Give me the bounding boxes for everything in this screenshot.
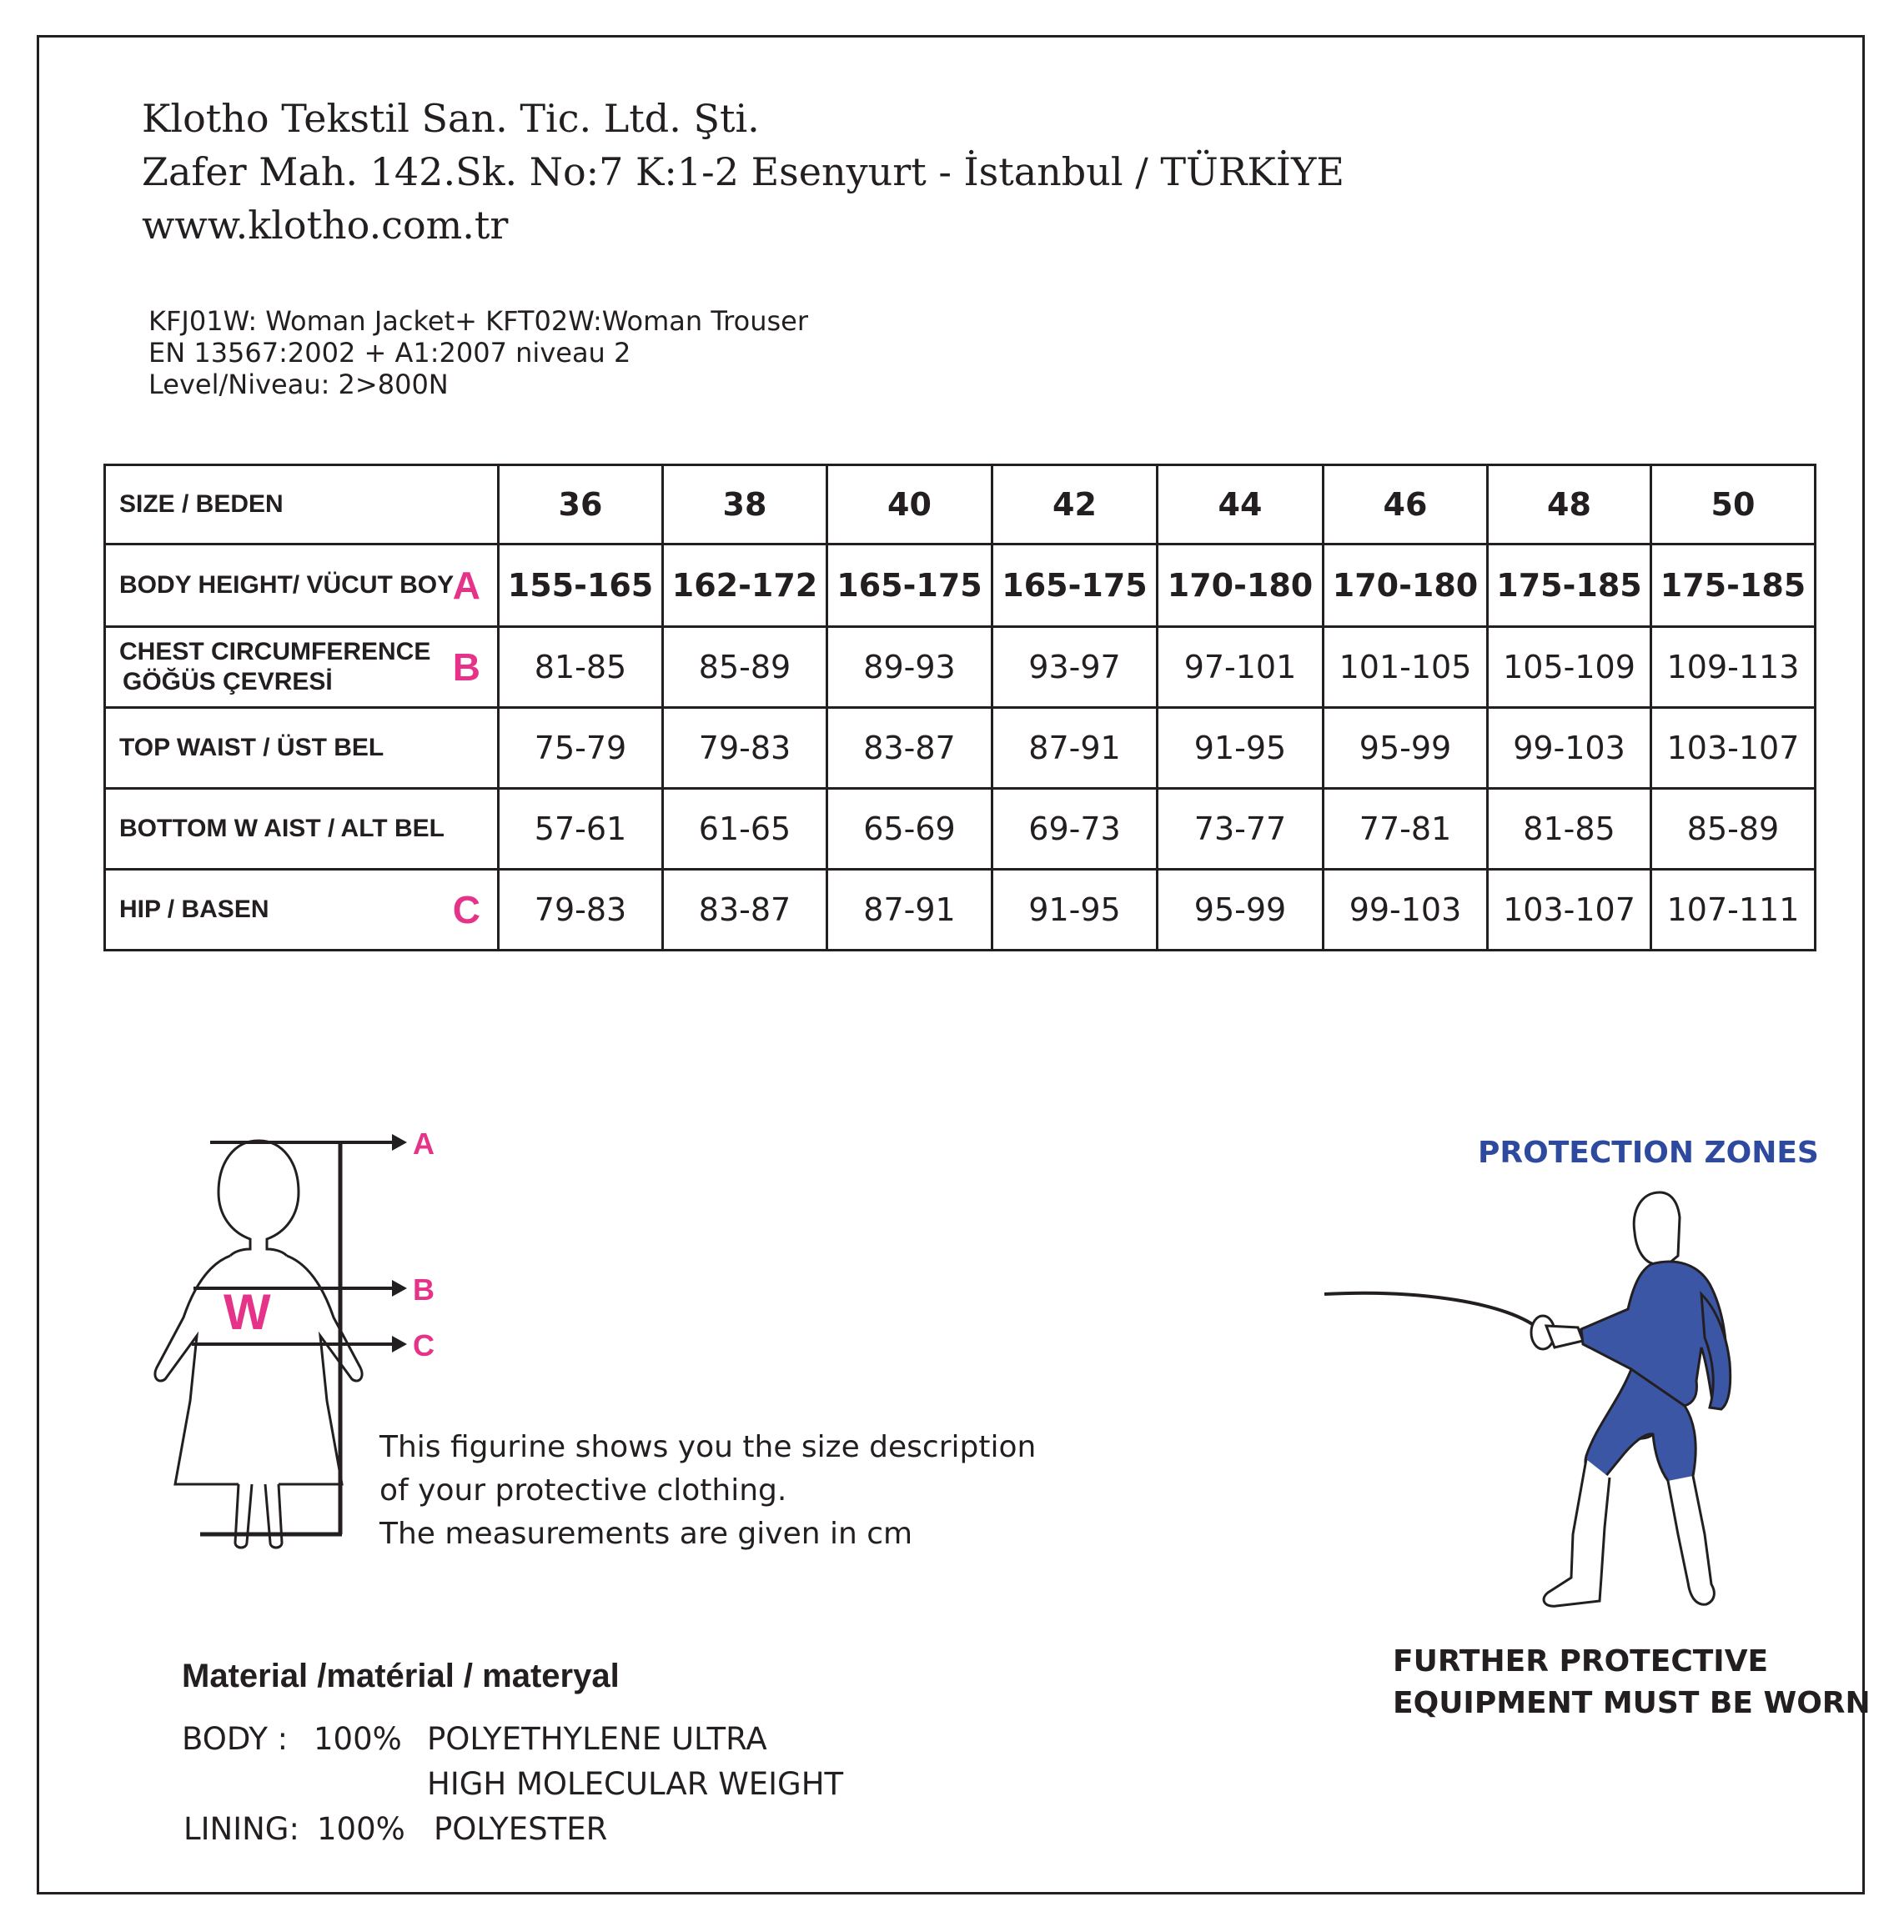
size-value-cell: 103-107 — [1488, 870, 1651, 951]
marker-c: C — [413, 1328, 435, 1362]
product-standard: EN 13567:2002 + A1:2007 niveau 2 — [148, 337, 631, 369]
fencer-leg-front — [1544, 1459, 1610, 1606]
size-value-cell: 95-99 — [1158, 870, 1324, 951]
size-header-cell: 36 — [499, 465, 663, 544]
size-value-cell: 87-91 — [992, 708, 1158, 789]
product-level: Level/Niveau: 2>800N — [148, 369, 449, 400]
size-header-row — [105, 465, 1816, 544]
size-header-cell: 38 — [663, 465, 827, 544]
size-value-cell: 81-85 — [499, 627, 663, 708]
size-value-cell: 162-172 — [663, 544, 827, 627]
size-value-cell: 65-69 — [827, 789, 992, 870]
size-value-cell: 81-85 — [1488, 789, 1651, 870]
size-value-cell: 91-95 — [992, 870, 1158, 951]
material-lining-percent: 100% — [317, 1811, 405, 1847]
company-header — [142, 92, 1344, 252]
size-table-row — [105, 544, 1816, 627]
size-header-cell: 48 — [1488, 465, 1651, 544]
protection-note — [1393, 1641, 1871, 1724]
size-value-cell: 165-175 — [992, 544, 1158, 627]
product-info — [148, 305, 808, 400]
size-value-cell: 57-61 — [499, 789, 663, 870]
size-value-cell: 105-109 — [1488, 627, 1651, 708]
material-body-value: HIGH MOLECULAR WEIGHT — [427, 1766, 844, 1802]
caption-line: of your protective clothing. — [379, 1473, 787, 1508]
size-value-cell: 91-95 — [1158, 708, 1324, 789]
figurine-outline — [235, 1484, 252, 1548]
marker-w: W — [224, 1284, 271, 1340]
size-value-cell: 103-107 — [1651, 708, 1816, 789]
size-header-cell: 40 — [827, 465, 992, 544]
product-models: KFJ01W: Woman Jacket+ KFT02W:Woman Trouser — [148, 305, 808, 337]
size-value-cell: 175-185 — [1488, 544, 1651, 627]
size-value-cell: 83-87 — [827, 708, 992, 789]
row-measure-marker: A — [452, 564, 480, 607]
figurine-outline — [265, 1484, 282, 1548]
size-value-cell: 175-185 — [1651, 544, 1816, 627]
company-address: Zafer Mah. 142.Sk. No:7 K:1-2 Esenyurt - İstanbul / TÜRKİYE — [142, 149, 1344, 194]
size-value-cell: 99-103 — [1488, 708, 1651, 789]
caption-line: This figurine shows you the size description — [379, 1430, 1037, 1464]
marker-a: A — [413, 1127, 435, 1161]
protection-note-line: EQUIPMENT MUST BE WORN — [1393, 1686, 1871, 1720]
size-value-cell: 69-73 — [992, 789, 1158, 870]
arrow-a-head — [392, 1134, 407, 1151]
fencer-illustration — [1318, 1184, 1785, 1618]
caption-line: The measurements are given in cm — [379, 1517, 913, 1551]
company-website: www.klotho.com.tr — [142, 203, 509, 248]
size-value-cell: 73-77 — [1158, 789, 1324, 870]
row-label-text: GÖĞÜS ÇEVRESİ — [123, 668, 333, 695]
size-value-cell: 170-180 — [1324, 544, 1488, 627]
size-header-label: SIZE / BEDEN — [105, 465, 499, 544]
size-table-row — [105, 870, 1816, 951]
size-header-cell: 42 — [992, 465, 1158, 544]
fencer-leg-back — [1668, 1476, 1714, 1604]
figurine-outline — [219, 1141, 259, 1256]
figurine-outline — [259, 1141, 299, 1256]
protection-note-line: FURTHER PROTECTIVE — [1393, 1644, 1769, 1679]
material-body-label: BODY : — [182, 1721, 289, 1757]
figurine-outline — [279, 1256, 362, 1484]
size-table-row — [105, 789, 1816, 870]
size-value-cell: 77-81 — [1324, 789, 1488, 870]
figurine-caption — [379, 1426, 1036, 1556]
fencer-blade — [1324, 1293, 1541, 1331]
size-value-cell: 165-175 — [827, 544, 992, 627]
material-body-percent: 100% — [314, 1721, 402, 1757]
size-header-cell: 50 — [1651, 465, 1816, 544]
company-name: Klotho Tekstil San. Tic. Ltd. Şti. — [142, 96, 760, 141]
size-value-cell: 101-105 — [1324, 627, 1488, 708]
row-label — [105, 870, 499, 951]
row-label-text: HIP / BASEN — [119, 896, 269, 923]
size-value-cell: 93-97 — [992, 627, 1158, 708]
material-lining-value: POLYESTER — [434, 1811, 608, 1847]
size-header-cell: 46 — [1324, 465, 1488, 544]
size-value-cell: 61-65 — [663, 789, 827, 870]
size-value-cell: 85-89 — [1651, 789, 1816, 870]
row-label-text: BOTTOM W AIST / ALT BEL — [119, 815, 445, 842]
size-table-row — [105, 627, 1816, 708]
row-label — [105, 789, 499, 870]
size-value-cell: 83-87 — [663, 870, 827, 951]
row-label — [105, 708, 499, 789]
size-value-cell: 155-165 — [499, 544, 663, 627]
size-value-cell: 99-103 — [1324, 870, 1488, 951]
arrow-b-head — [392, 1280, 407, 1297]
fencer-mask — [1634, 1192, 1680, 1264]
size-table-row — [105, 708, 1816, 789]
marker-b: B — [413, 1272, 435, 1307]
size-value-cell: 109-113 — [1651, 627, 1816, 708]
size-value-cell: 85-89 — [663, 627, 827, 708]
size-value-cell: 79-83 — [663, 708, 827, 789]
size-table — [103, 464, 1816, 951]
size-value-cell: 170-180 — [1158, 544, 1324, 627]
row-label-text: BODY HEIGHT/ VÜCUT BOY — [119, 571, 455, 599]
row-label — [105, 544, 499, 627]
size-value-cell: 97-101 — [1158, 627, 1324, 708]
size-value-cell: 95-99 — [1324, 708, 1488, 789]
material-body-value: POLYETHYLENE ULTRA — [427, 1721, 767, 1757]
size-value-cell: 79-83 — [499, 870, 663, 951]
protection-zones-title: PROTECTION ZONES — [1478, 1136, 1819, 1170]
size-value-cell: 87-91 — [827, 870, 992, 951]
size-header-cell: 44 — [1158, 465, 1324, 544]
arrow-c-head — [392, 1336, 407, 1352]
material-lining-label: LINING: — [183, 1811, 299, 1847]
size-value-cell: 107-111 — [1651, 870, 1816, 951]
row-label — [105, 627, 499, 708]
size-value-cell: 75-79 — [499, 708, 663, 789]
size-value-cell: 89-93 — [827, 627, 992, 708]
material-title: Material /matérial / materyal — [182, 1658, 620, 1694]
row-measure-marker: B — [452, 645, 480, 689]
row-measure-marker: C — [452, 888, 480, 931]
row-label-text: CHEST CIRCUMFERENCE — [119, 638, 431, 665]
row-label-text: TOP WAIST / ÜST BEL — [119, 734, 384, 761]
